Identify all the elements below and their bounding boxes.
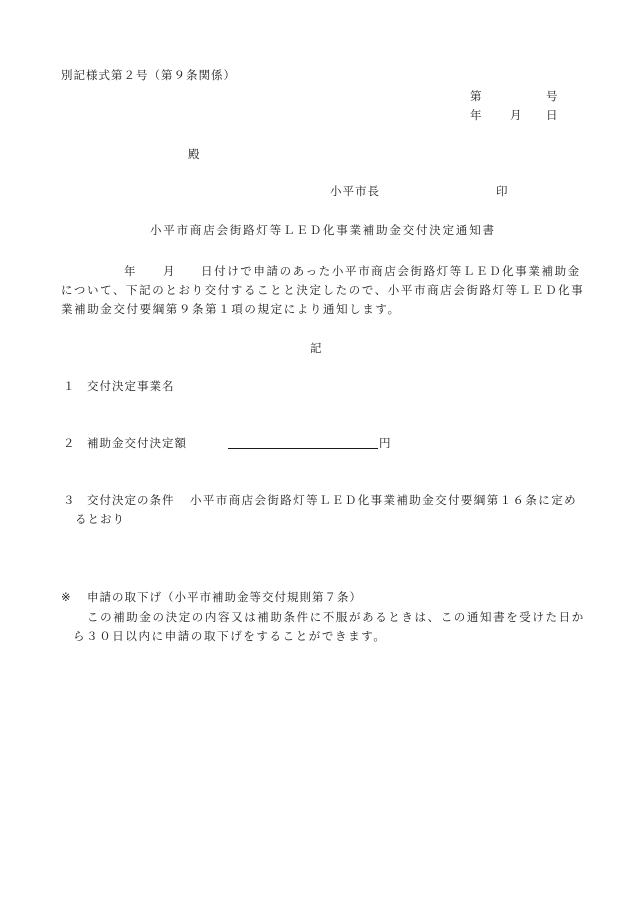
form-style-label: 別記様式第２号（第９条関係） [61, 68, 236, 82]
body-line-1: 日付けで申請のあった小平市商店会街路灯等ＬＥＤ化事業補助金 [201, 264, 581, 278]
item-2-unit: 円 [379, 436, 392, 450]
body-line-2: について、下記のとおり交付することと決定したので、小平市商店会街路灯等ＬＥＤ化事 [61, 283, 585, 297]
note-line-1: この補助金の決定の内容又は補助条件に不服があるときは、この通知書を受けた日か [87, 610, 585, 624]
item-3-text: 小平市商店会街路灯等ＬＥＤ化事業補助金交付要綱第１６条に定め [190, 493, 577, 507]
date-month: 月 [510, 108, 523, 122]
recipient-honorific: 殿 [188, 147, 201, 161]
item-1-label: 交付決定事業名 [87, 379, 175, 393]
document-title: 小平市商店会街路灯等ＬＥＤ化事業補助金交付決定通知書 [150, 223, 496, 237]
note-line-2: ら３０日以内に申請の取下げをすることができます。 [73, 629, 387, 643]
issuer-seal: 印 [496, 184, 509, 198]
document-number-suffix: 号 [546, 89, 559, 103]
item-3-text-cont: るとおり [75, 512, 125, 526]
ki-heading: 記 [310, 341, 323, 355]
date-day: 日 [546, 108, 559, 122]
issuer-name: 小平市長 [330, 184, 380, 198]
item-3-number: ３ [63, 493, 76, 507]
document-number-prefix: 第 [470, 89, 483, 103]
item-1-number: １ [63, 379, 76, 393]
amount-blank-line [228, 448, 378, 449]
note-mark: ※ [61, 590, 72, 604]
body-year: 年 [124, 264, 137, 278]
body-line-3: 業補助金交付要綱第９条第１項の規定により通知します。 [61, 302, 401, 316]
body-month: 月 [163, 264, 176, 278]
item-2-number: ２ [63, 436, 76, 450]
item-2-label: 補助金交付決定額 [87, 436, 187, 450]
date-year: 年 [470, 108, 483, 122]
item-3-label: 交付決定の条件 [87, 493, 175, 507]
note-heading: 申請の取下げ（小平市補助金等交付規則第７条） [87, 590, 362, 604]
